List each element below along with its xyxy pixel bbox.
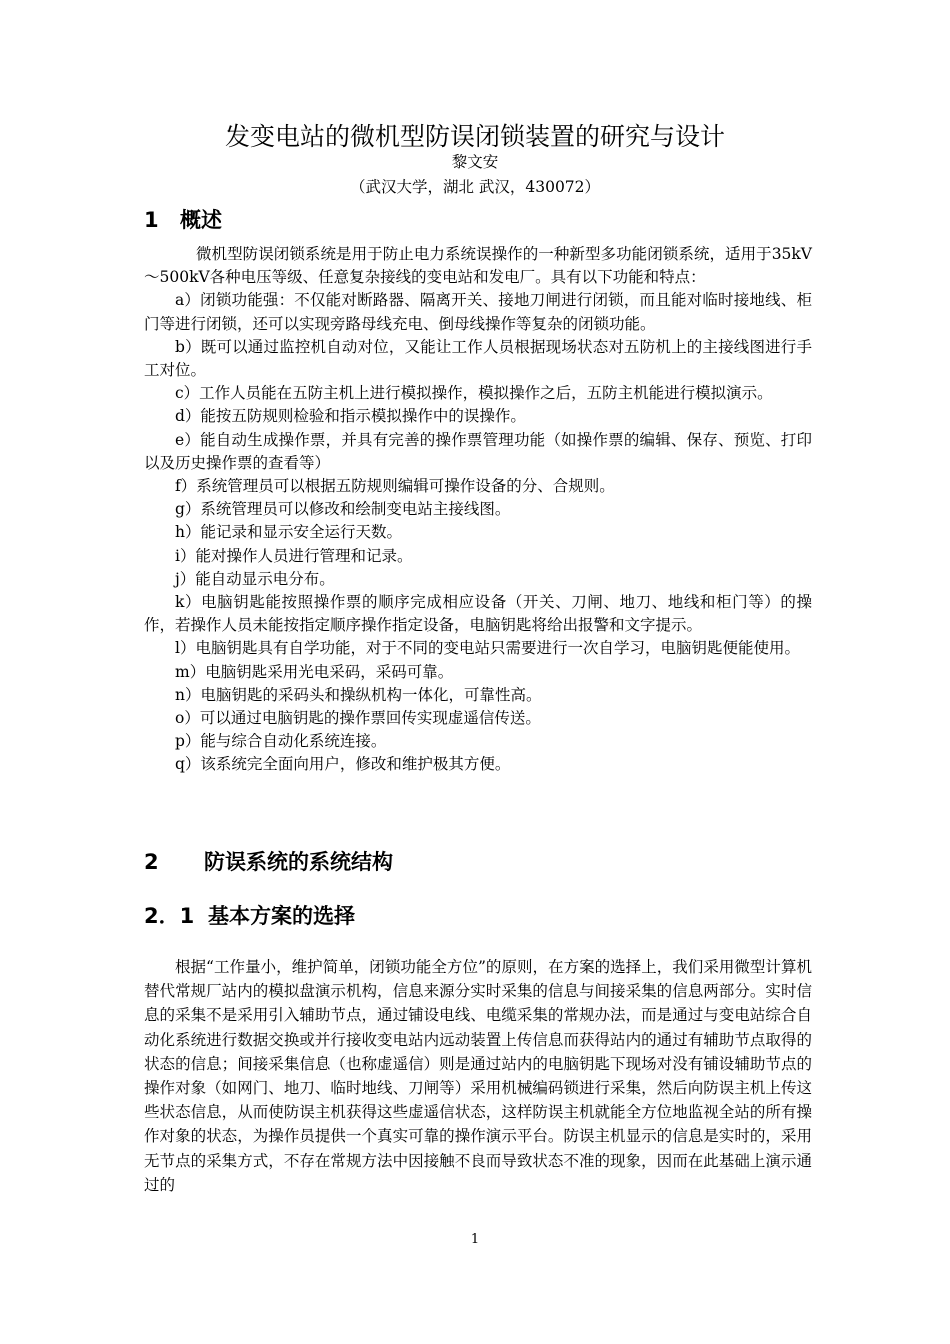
section-title: 防误系统的系统结构 bbox=[204, 850, 393, 874]
section-number: 1 bbox=[144, 208, 159, 232]
list-item: e）能自动生成操作票，并具有完善的操作票管理功能（如操作票的编辑、保存、预览、打印以及历史操作票的查看等） bbox=[144, 430, 812, 472]
section-number: 2 bbox=[144, 850, 159, 874]
list-item: a）闭锁功能强：不仅能对断路器、隔离开关、接地刀闸进行闭锁，而且能对临时接地线、柜门等进行闭锁，还可以实现旁路母线充电、倒母线操作等复杂的闭锁功能。 bbox=[144, 291, 812, 333]
list-item: h）能记录和显示安全运行天数。 bbox=[175, 523, 402, 542]
list-item: d）能按五防规则检验和指示模拟操作中的误操作。 bbox=[175, 407, 526, 426]
section-title: 概述 bbox=[180, 208, 222, 232]
page-number: 1 bbox=[470, 1232, 480, 1247]
section-title: 基本方案的选择 bbox=[208, 904, 355, 928]
list-item: k）电脑钥匙能按照操作票的顺序完成相应设备（开关、刀闸、地刀、地线和柜门等）的操作，若操作人员未能按指定顺序操作指定设备，电脑钥匙将给出报警和文字提示。 bbox=[144, 593, 812, 635]
paper-title: 发变电站的微机型防误闭锁装置的研究与设计 bbox=[224, 122, 725, 151]
list-item: m）电脑钥匙采用光电采码，采码可靠。 bbox=[175, 662, 454, 681]
section-1-heading bbox=[144, 205, 222, 235]
section-number: 2．1 bbox=[144, 904, 195, 928]
list-item: l）电脑钥匙具有自学功能，对于不同的变电站只需要进行一次自学习，电脑钥匙便能使用。 bbox=[175, 639, 800, 658]
list-item: o）可以通过电脑钥匙的操作票回传实现虚遥信传送。 bbox=[175, 709, 541, 728]
section-2-heading bbox=[144, 847, 393, 877]
subsection-2-1-heading bbox=[144, 901, 355, 931]
section-1-body bbox=[144, 243, 812, 777]
author-affiliation: （武汉大学，湖北 武汉，430072） bbox=[349, 178, 601, 196]
list-item: i）能对操作人员进行管理和记录。 bbox=[175, 546, 413, 565]
paragraph: 根据“工作量小，维护简单，闭锁功能全方位”的原则，在方案的选择上，我们采用微型计算机替代常规厂站内的模拟盘演示机构，信息来源分实时采集的信息与间接采集的信息两部分。实时信息的采集不是采用引入辅助节点，通过铺设电线、电缆采集的常规办法，而是通过与变电站综合自动化系统进行数据交换或并行接收变电站内远动装置上传信息而获得站内的通过有辅助节点取得的状态的信息；间接采集信息（也称虚遥信）则是通过站内的电脑钥匙下现场对没有铺设辅助节点的操作对象（如网门、地刀、临时地线、刀闸等）采用机械编码锁进行采集，然后向防误主机上传这些状态信息，从而使防误主机获得这些虚遥信状态，这样防误主机就能全方位地监视全站的所有操作对象的状态，为操作员提供一个真实可靠的操作演示平台。防误主机显示的信息是实时的，采用无节点的采集方式，不存在常规方法中因接触不良而导致状态不准的现象，因而在此基础上演示通过的 bbox=[144, 958, 812, 1194]
list-item: p）能与综合自动化系统连接。 bbox=[175, 732, 387, 751]
list-item: g）系统管理员可以修改和绘制变电站主接线图。 bbox=[175, 500, 511, 519]
paragraph: 微机型防误闭锁系统是用于防止电力系统误操作的一种新型多功能闭锁系统，适用于35kV～500kV各种电压等级、任意复杂接线的变电站和发电厂。具有以下功能和特点： bbox=[144, 245, 812, 287]
list-item: b）既可以通过监控机自动对位，又能让工作人员根据现场状态对五防机上的主接线图进行手工对位。 bbox=[144, 337, 812, 380]
list-item: c）工作人员能在五防主机上进行模拟操作，模拟操作之后，五防主机能进行模拟演示。 bbox=[175, 384, 773, 403]
list-item: f）系统管理员可以根据五防规则编辑可操作设备的分、合规则。 bbox=[175, 477, 615, 496]
list-item: j）能自动显示电分布。 bbox=[175, 569, 335, 588]
list-item: n）电脑钥匙的采码头和操纵机构一体化，可靠性高。 bbox=[175, 685, 542, 704]
author-name: 黎文安 bbox=[451, 153, 499, 171]
subsection-2-1-body bbox=[144, 955, 812, 1197]
list-item: q）该系统完全面向用户，修改和维护极其方便。 bbox=[175, 755, 511, 774]
